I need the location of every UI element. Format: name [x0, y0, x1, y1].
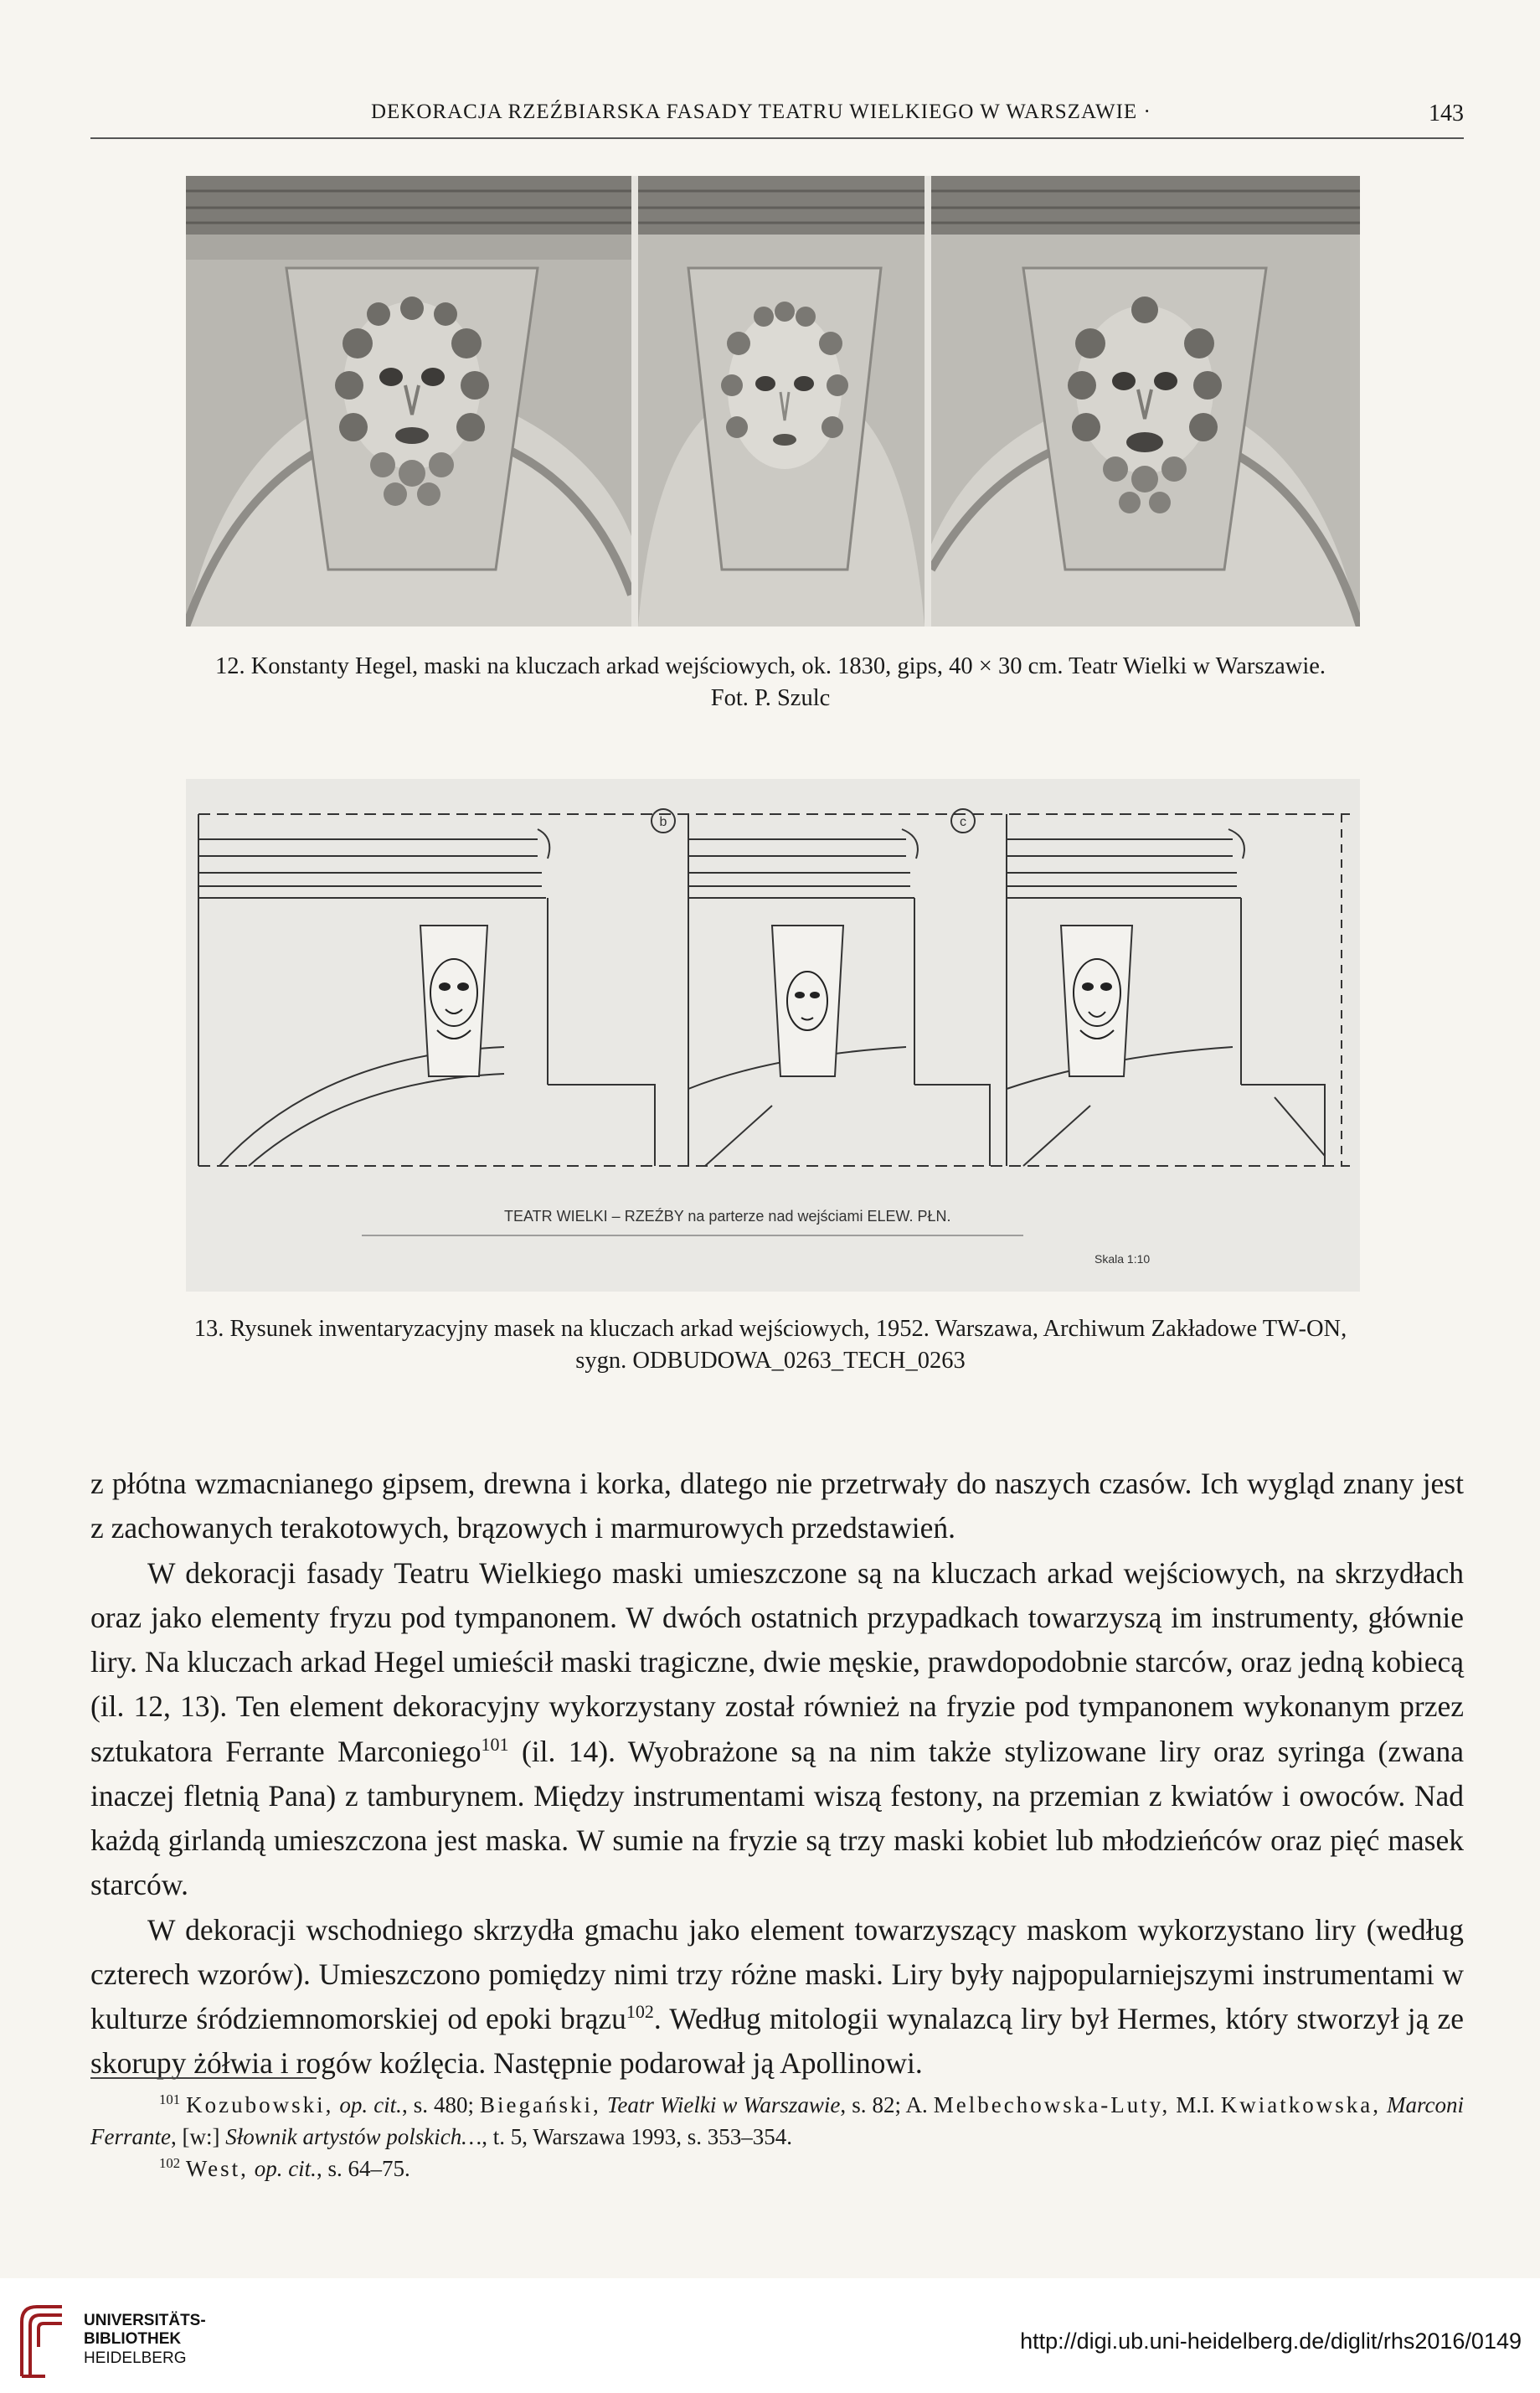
- photo-male-mask-left: [186, 176, 631, 627]
- library-name-line3: HEIDELBERG: [84, 2349, 187, 2367]
- paragraph-3: [90, 1908, 1464, 2086]
- figure-13-caption: [117, 1313, 1424, 1378]
- footnotes: [90, 2090, 1464, 2184]
- footnote-101: [90, 2090, 1464, 2153]
- footnote-101-text-3: M.I.: [1170, 2092, 1221, 2117]
- footnote-101-text-1: , s. 480;: [401, 2092, 481, 2117]
- library-name-line2: BIBLIOTHEK: [84, 2330, 182, 2349]
- figure-13-drawing: [186, 779, 1360, 1292]
- section-label-c: c: [960, 815, 966, 829]
- photo-male-mask-right: [931, 176, 1360, 627]
- footnote-rule: [90, 2077, 317, 2079]
- footnote-102: [90, 2153, 1464, 2185]
- footnote-101-title-3: Marconi Ferrante: [90, 2092, 1465, 2149]
- section-marker-c: [951, 809, 975, 833]
- paragraph-2-part-b: (il. 14). Wyobrażone są na nim także stylizowane liry oraz syringa (zwana inaczej fletnią Pana) z tamburynem. Między instrumentami wiszą festony, na przemian z kwiatów i owoców. Nad każdą girlandą umieszczona jest maska. W sumie na fryzie są trzy maski kobiet lub młodzieńców oraz pięć masek starców.: [90, 1734, 1464, 1902]
- figure-12-photos: [186, 176, 1360, 627]
- paragraph-1: z płótna wzmacnianego gipsem, drewna i korka, dlatego nie przetrwały do naszych czasów. Ich wygląd znany jest z zachowanych terakotowych, brązowych i marmurowych przedstawień.: [90, 1467, 1464, 1545]
- footnote-101-title-2: Teatr Wielki w Warszawie: [606, 2092, 841, 2117]
- section-label-b: b: [659, 815, 667, 829]
- footnote-101-author-3: Melbechowska-Luty,: [933, 2092, 1171, 2117]
- figure-13-caption-line1: 13. Rysunek inwentaryzacyjny masek na kluczach arkad wejściowych, 1952. Warszawa, Archiwum Zakładowe TW-ON,: [193, 1316, 1347, 1342]
- footnote-102-text: , s. 64–75.: [316, 2155, 410, 2181]
- footnote-101-text-2: , s. 82; A.: [840, 2092, 934, 2117]
- footnote-101-title-1: op. cit.: [339, 2092, 402, 2117]
- section-marker-b: [652, 809, 675, 833]
- paragraph-3-part-b: . Według mitologii wynalazcą liry był Hermes, który stworzył ją ze skorupy żółwia i rogów koźlęcia. Następnie podarował ją Apollinowi.: [90, 2002, 1464, 2081]
- paragraph-2-part-a: W dekoracji fasady Teatru Wielkiego maski umieszczone są na kluczach arkad wejściowych, na skrzydłach oraz jako elementy fryzu pod tympanonem. W dwóch ostatnich przypadkach towarzyszą im instrumenty, głównie liry. Na kluczach arkad Hegel umieścił maski tragiczne, dwie męskie, prawdopodobnie starców, oraz jedną kobiecą (il. 12, 13). Ten element dekoracyjny wykorzystany został również na fryzie pod tympanonem wykonanym przez sztukatora Ferrante Marconiego: [90, 1555, 1464, 1768]
- footnote-101-text-5: , t. 5, Warszawa 1993, s. 353–354.: [482, 2123, 792, 2149]
- running-title: DEKORACJA RZEŹBIARSKA FASADY TEATRU WIELKIEGO W WARSZAWIE ·: [371, 101, 1151, 123]
- footnote-101-author-1: Kozubowski,: [186, 2092, 334, 2117]
- digital-library-url[interactable]: http://digi.ub.uni-heidelberg.de/diglit/rhs2016/0149: [1020, 2329, 1522, 2354]
- footnote-ref-101[interactable]: 101: [481, 1733, 509, 1755]
- footnote-101-author-4: Kwiatkowska,: [1220, 2092, 1382, 2117]
- footnote-101-text-4: , [w:]: [170, 2123, 226, 2149]
- footnote-101-author-2: Biegański,: [480, 2092, 601, 2117]
- footnote-101-title-4: Słownik artystów polskich…: [225, 2123, 482, 2149]
- photo-female-mask: [638, 176, 925, 627]
- figure-12-caption-line1: 12. Konstanty Hegel, maski na kluczach arkad wejściowych, ok. 1830, gips, 40 × 30 cm. Teatr Wielki w Warszawie.: [214, 653, 1326, 679]
- figure-12-caption: [134, 651, 1407, 715]
- header-rule: [90, 137, 1464, 139]
- library-name-line1: UNIVERSITÄTS-: [84, 2312, 206, 2329]
- running-head: [90, 94, 1464, 136]
- paragraph-3-part-a: W dekoracji wschodniego skrzydła gmachu jako element towarzyszący maskom wykorzystano liry (według czterech wzorów). Umieszczono pomiędzy nimi trzy różne maski. Liry były najpopularniejszymi instrumentami w kulturze śródziemnomorskiej od epoki brązu: [90, 1912, 1464, 2035]
- library-name: [84, 2312, 206, 2368]
- footnote-101-number: 101: [159, 2091, 181, 2107]
- drawing-scale-note: Skala 1:10: [1094, 1252, 1151, 1266]
- page-number: 143: [1429, 101, 1464, 126]
- library-footer: [0, 2278, 1540, 2393]
- architectural-elevation-drawing: [186, 779, 1360, 1292]
- drawing-title: TEATR WIELKI – RZEŹBY na parterze nad wejściami ELEW. PŁN.: [504, 1208, 951, 1225]
- body-text: [90, 1462, 1464, 2086]
- footnote-102-number: 102: [159, 2154, 181, 2171]
- footnote-102-author: West,: [185, 2155, 249, 2181]
- university-library-logo-icon: [12, 2297, 70, 2380]
- paragraph-2: [90, 1551, 1464, 1908]
- footnote-102-title: op. cit.: [254, 2155, 317, 2181]
- figure-12-caption-line2: Fot. P. Szulc: [710, 685, 831, 712]
- footnote-ref-102[interactable]: 102: [626, 2001, 654, 2023]
- figure-13-caption-line2: sygn. ODBUDOWA_0263_TECH_0263: [575, 1348, 966, 1374]
